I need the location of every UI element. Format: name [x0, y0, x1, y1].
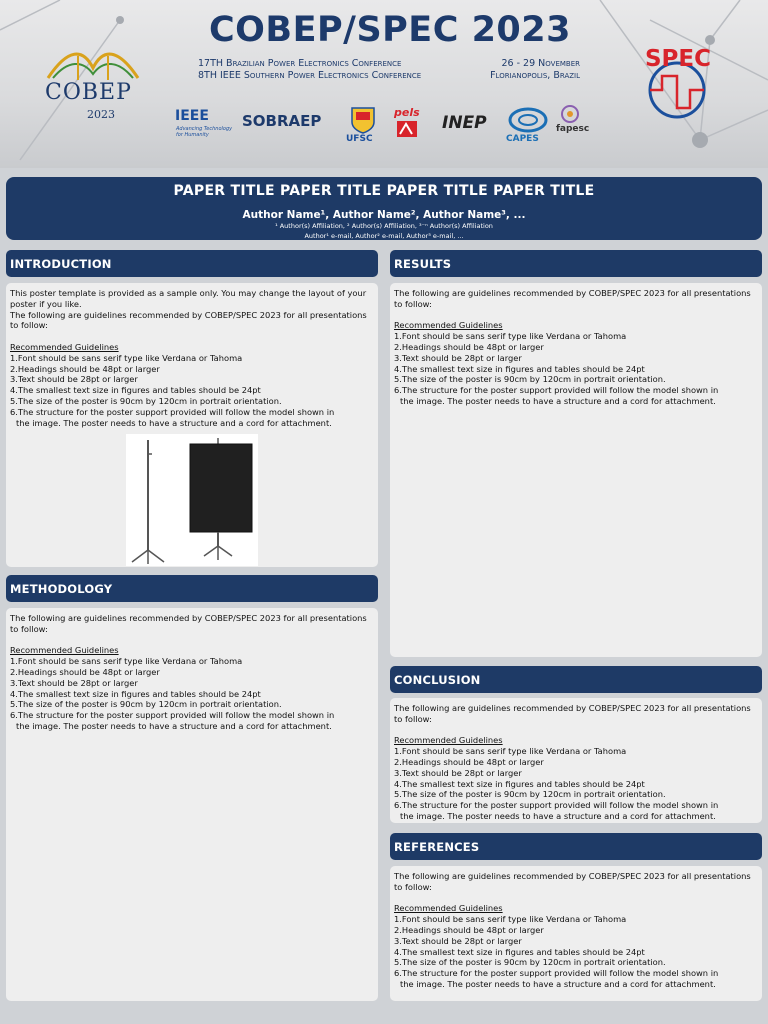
- ieee-tagline: Advancing Technology for Humanity: [176, 126, 233, 138]
- pels-icon: [396, 120, 418, 138]
- guideline-item: 4.The smallest text size in figures and tables should be 24pt: [10, 385, 261, 396]
- conclusion-heading: CONCLUSION: [390, 666, 762, 693]
- conference-names: [198, 58, 421, 82]
- guidelines-heading: Recommended Guidelines: [394, 735, 503, 746]
- fapesc-icon: [560, 104, 580, 124]
- guideline-item: 5.The size of the poster is 90cm by 120cm in portrait orientation.: [394, 957, 666, 968]
- guideline-item: 2.Headings should be 48pt or larger: [10, 363, 160, 374]
- guideline-item: 2.Headings should be 48pt or larger: [394, 924, 544, 935]
- poster-stand-image: [126, 434, 258, 566]
- author-affiliations: ¹ Author(s) Affiliation, ² Author(s) Affiliation, ³⁻ⁿ Author(s) Affiliation: [275, 222, 493, 230]
- capes-icon: [508, 106, 548, 134]
- references-body: [390, 866, 762, 1001]
- guideline-item: 4.The smallest text size in figures and tables should be 24pt: [394, 778, 645, 789]
- guidelines-intro: The following are guidelines recommended by COBEP/SPEC 2023 for all presentations to follow:: [10, 309, 367, 331]
- conference-line-1: 17TH Brazilian Power Electronics Conference: [198, 58, 402, 69]
- ieee-logo: IEEE: [175, 108, 209, 124]
- guideline-item: 6.The structure for the poster support provided will follow the model shown in: [394, 968, 719, 979]
- guideline-item: 5.The size of the poster is 90cm by 120cm in portrait orientation.: [10, 699, 282, 710]
- conference-date-location: [470, 58, 580, 82]
- sample-note: This poster template is provided as a sample only. You may change the layout of your poster if you like.: [10, 288, 367, 309]
- guideline-item-continued: the image. The poster needs to have a structure and a cord for attachment.: [400, 395, 716, 406]
- guideline-item: 3.Text should be 28pt or larger: [10, 374, 138, 385]
- guidelines-intro: The following are guidelines recommended by COBEP/SPEC 2023 for all presentations to follow:: [394, 871, 751, 892]
- introduction-heading: INTRODUCTION: [6, 250, 378, 277]
- conference-header: [0, 0, 768, 168]
- guideline-item: 4.The smallest text size in figures and tables should be 24pt: [10, 688, 261, 699]
- guideline-item: 1.Font should be sans serif type like Verdana or Tahoma: [10, 656, 243, 667]
- author-emails: Author¹ e-mail, Author² e-mail, Author³ e-mail, ...: [304, 232, 464, 240]
- poster-stand-figure: [126, 434, 258, 566]
- sponsor-logos: [170, 104, 600, 154]
- guidelines-heading: Recommended Guidelines: [394, 320, 503, 331]
- ufsc-logo: UFSC: [346, 134, 373, 144]
- spec-logo-text: SPEC: [644, 46, 711, 72]
- guideline-item: 5.The size of the poster is 90cm by 120cm in portrait orientation.: [394, 789, 666, 800]
- paper-title-box: [6, 177, 762, 240]
- results-body: [390, 283, 762, 657]
- guidelines-heading: Recommended Guidelines: [10, 341, 119, 352]
- guideline-item: 3.Text should be 28pt or larger: [10, 677, 138, 688]
- guideline-item: 4.The smallest text size in figures and tables should be 24pt: [394, 946, 645, 957]
- guideline-item: 2.Headings should be 48pt or larger: [394, 756, 544, 767]
- sobraep-logo: SOBRAEP: [242, 112, 322, 130]
- guideline-item-continued: the image. The poster needs to have a structure and a cord for attachment.: [16, 720, 332, 731]
- ufsc-crest-icon: [350, 106, 376, 134]
- guidelines-intro: The following are guidelines recommended by COBEP/SPEC 2023 for all presentations to follow:: [10, 613, 367, 634]
- guideline-item: 6.The structure for the poster support provided will follow the model shown in: [394, 385, 719, 396]
- guideline-item-continued: the image. The poster needs to have a structure and a cord for attachment.: [400, 810, 716, 821]
- methodology-body: [6, 608, 378, 1001]
- guideline-item: 1.Font should be sans serif type like Verdana or Tahoma: [10, 352, 243, 363]
- guideline-item: 6.The structure for the poster support provided will follow the model shown in: [10, 406, 335, 417]
- pels-logo: pels: [394, 106, 420, 119]
- guideline-item: 1.Font should be sans serif type like Verdana or Tahoma: [394, 746, 627, 757]
- methodology-heading: METHODOLOGY: [6, 575, 378, 602]
- conference-dates: 26 - 29 November: [501, 58, 580, 69]
- guidelines-intro: The following are guidelines recommended by COBEP/SPEC 2023 for all presentations to follow:: [394, 703, 751, 724]
- references-heading: REFERENCES: [390, 833, 762, 860]
- fapesc-logo: fapesc: [556, 124, 590, 134]
- guideline-item: 3.Text should be 28pt or larger: [394, 935, 522, 946]
- guideline-item: 2.Headings should be 48pt or larger: [10, 666, 160, 677]
- guideline-item: 6.The structure for the poster support provided will follow the model shown in: [394, 800, 719, 811]
- guideline-item: 5.The size of the poster is 90cm by 120cm in portrait orientation.: [10, 395, 282, 406]
- guidelines-intro: The following are guidelines recommended by COBEP/SPEC 2023 for all presentations to follow:: [394, 288, 751, 309]
- conference-line-2: 8TH IEEE Southern Power Electronics Conference: [198, 70, 422, 81]
- cobep-logo-text: COBEP: [45, 80, 132, 105]
- author-names: Author Name¹, Author Name², Author Name³, ...: [242, 209, 526, 221]
- guideline-item-continued: the image. The poster needs to have a structure and a cord for attachment.: [16, 417, 332, 428]
- guidelines-heading: Recommended Guidelines: [10, 645, 119, 656]
- guideline-item: 3.Text should be 28pt or larger: [394, 767, 522, 778]
- paper-title: PAPER TITLE PAPER TITLE PAPER TITLE PAPER TITLE: [173, 183, 595, 199]
- conclusion-body: [390, 698, 762, 823]
- guideline-item: 3.Text should be 28pt or larger: [394, 352, 522, 363]
- guideline-item: 4.The smallest text size in figures and tables should be 24pt: [394, 363, 645, 374]
- conference-location: Florianopolis, Brazil: [490, 70, 580, 81]
- guideline-item-continued: the image. The poster needs to have a structure and a cord for attachment.: [400, 978, 716, 989]
- inep-logo: INEP: [442, 113, 487, 133]
- guideline-item: 6.The structure for the poster support provided will follow the model shown in: [10, 710, 335, 721]
- guideline-item: 1.Font should be sans serif type like Verdana or Tahoma: [394, 914, 627, 925]
- capes-logo: CAPES: [506, 134, 539, 144]
- conference-title: COBEP/SPEC 2023: [208, 10, 571, 50]
- guideline-item: 5.The size of the poster is 90cm by 120cm in portrait orientation.: [394, 374, 666, 385]
- results-heading: RESULTS: [390, 250, 762, 277]
- guideline-item: 2.Headings should be 48pt or larger: [394, 341, 544, 352]
- guideline-item: 1.Font should be sans serif type like Verdana or Tahoma: [394, 331, 627, 342]
- cobep-logo-year: 2023: [87, 108, 115, 121]
- guidelines-heading: Recommended Guidelines: [394, 903, 503, 914]
